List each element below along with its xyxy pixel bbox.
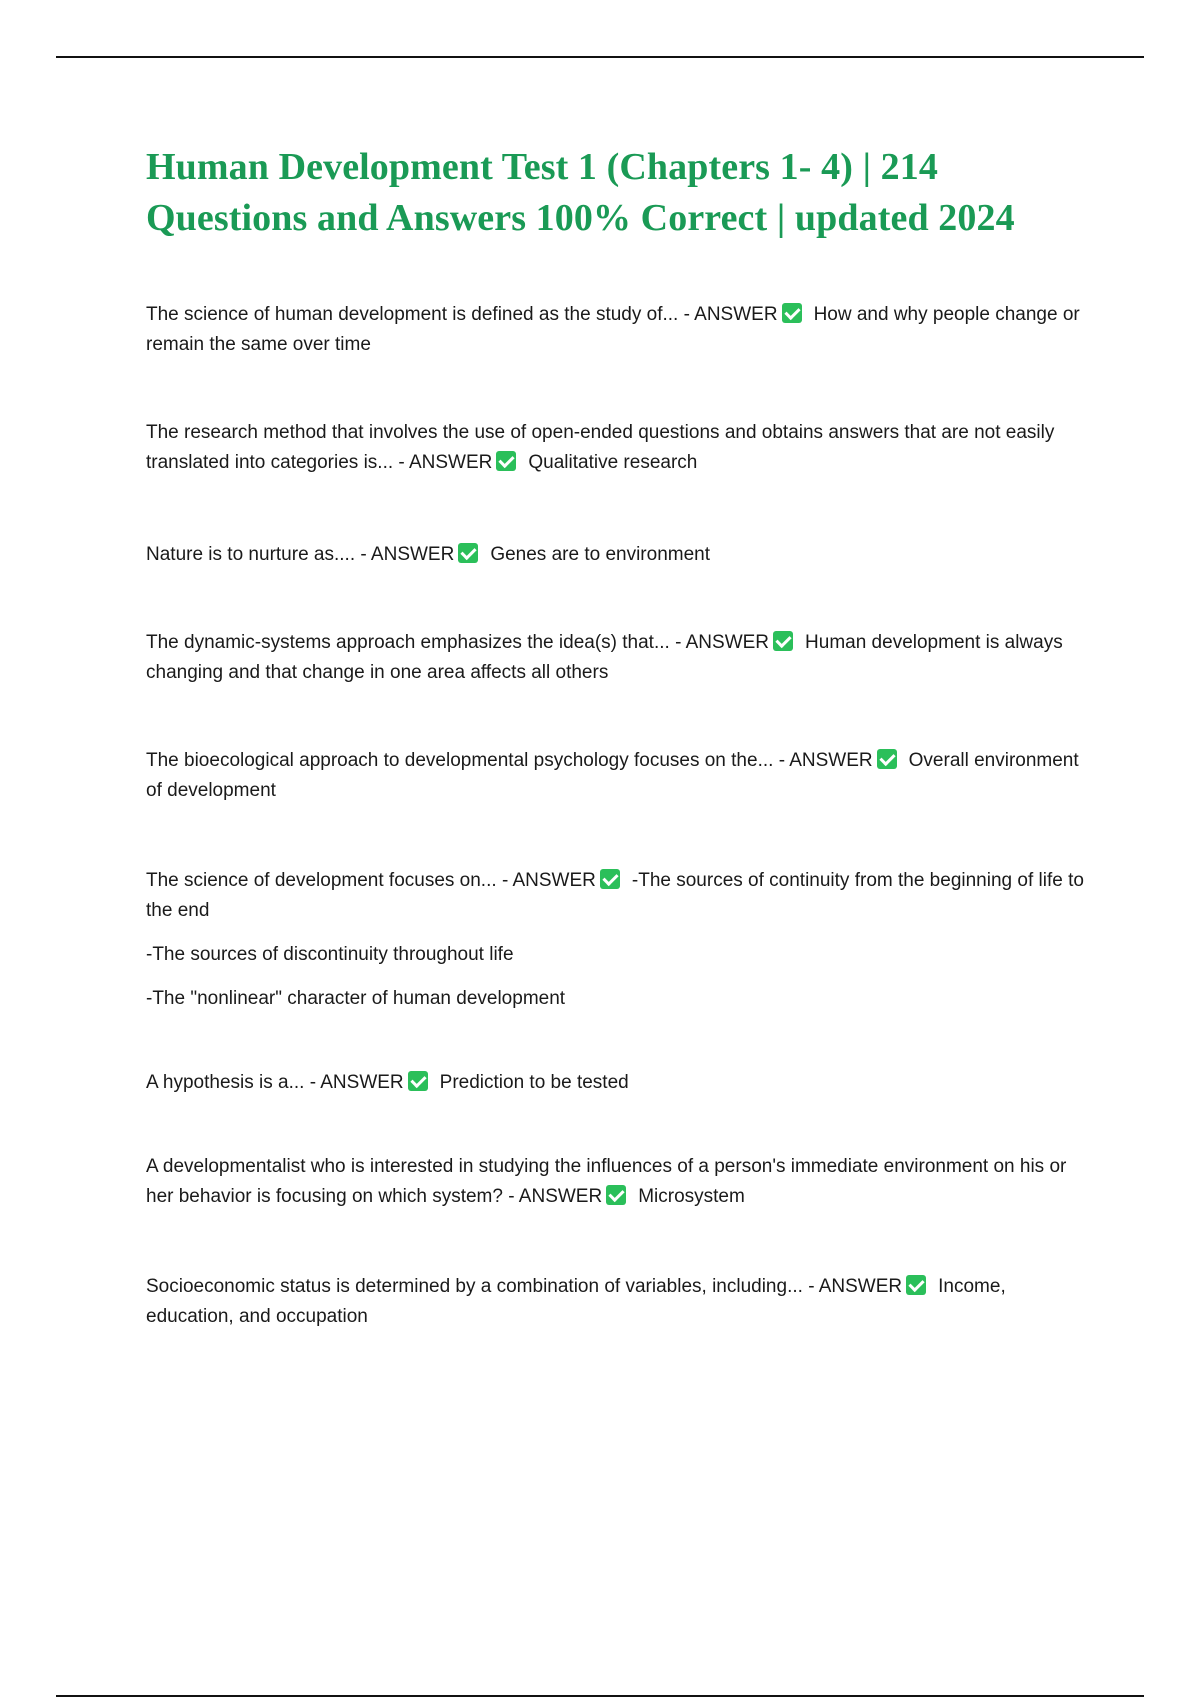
question-text: The science of human development is defined as the study of... [146, 304, 679, 325]
qa-line [146, 418, 1096, 478]
question-text: The dynamic-systems approach emphasizes the idea(s) that... [146, 632, 670, 653]
question-text: Socioeconomic status is determined by a combination of variables, including... [146, 1276, 803, 1297]
question-text: The bioecological approach to developmental psychology focuses on the... [146, 750, 774, 771]
qa-item [146, 540, 1096, 570]
answer-text: Prediction to be tested [439, 1072, 629, 1093]
check-box-icon [877, 749, 897, 769]
check-box-icon [600, 869, 620, 889]
question-text: A hypothesis is a... [146, 1072, 305, 1093]
answer-marker: - ANSWER [508, 1186, 603, 1207]
question-text: A developmentalist who is interested in studying the influences of a person's immediate environment on his or her behavior is focusing on which system? [146, 1156, 1067, 1207]
answer-marker: - ANSWER [501, 870, 596, 891]
qa-item [146, 1272, 1096, 1332]
qa-item [146, 1152, 1096, 1212]
qa-line [146, 1068, 1096, 1098]
qa-line [146, 1152, 1096, 1212]
answer-text: Human development is always changing and that change in one area affects all others [146, 632, 1063, 683]
answer-extra-line: -The "nonlinear" character of human development [146, 988, 566, 1009]
answer-text: How and why people change or remain the same over time [146, 304, 1080, 355]
answer-marker: - ANSWER [675, 632, 770, 653]
check-box-icon [782, 303, 802, 323]
answer-marker: - ANSWER [398, 452, 493, 473]
answer-marker: - ANSWER [683, 304, 778, 325]
bottom-rule [56, 1695, 1144, 1697]
answer-marker: - ANSWER [360, 544, 455, 565]
qa-item [146, 300, 1096, 360]
check-box-icon [906, 1275, 926, 1295]
check-box-icon [408, 1071, 428, 1091]
question-text: The research method that involves the use of open-ended questions and obtains answers that are not easily translated into categories is... [146, 422, 1055, 473]
answer-text: Qualitative research [528, 452, 698, 473]
answer-text: Microsystem [638, 1186, 745, 1207]
question-text: Nature is to nurture as.... [146, 544, 356, 565]
qa-line [146, 540, 1096, 570]
question-text: The science of development focuses on... [146, 870, 497, 891]
document-title: Human Development Test 1 (Chapters 1- 4) | 214 Questions and Answers 100% Correct | updated 2024 [146, 146, 1015, 239]
check-box-icon [606, 1185, 626, 1205]
answer-text: Income, education, and occupation [146, 1276, 1006, 1327]
answer-extra-line: -The sources of discontinuity throughout life [146, 944, 514, 965]
document-body [146, 142, 1096, 1332]
answer-marker: - ANSWER [808, 1276, 903, 1297]
answer-marker: - ANSWER [309, 1072, 404, 1093]
qa-line [146, 300, 1096, 360]
top-rule [56, 56, 1144, 58]
check-box-icon [458, 543, 478, 563]
answer-text: Genes are to environment [490, 544, 711, 565]
qa-item [146, 1068, 1096, 1098]
answer-text: -The sources of continuity from the beginning of life to the end [146, 870, 1084, 921]
answer-text: Overall environment of development [146, 750, 1079, 801]
qa-line [146, 746, 1096, 806]
check-box-icon [773, 631, 793, 651]
qa-list [146, 300, 1096, 1332]
check-box-icon [496, 451, 516, 471]
qa-item [146, 628, 1096, 688]
qa-line [146, 628, 1096, 688]
qa-line [146, 1272, 1096, 1332]
qa-line [146, 866, 1096, 926]
answer-marker: - ANSWER [778, 750, 873, 771]
qa-item [146, 418, 1096, 478]
qa-item [146, 866, 1096, 1014]
qa-item [146, 746, 1096, 806]
